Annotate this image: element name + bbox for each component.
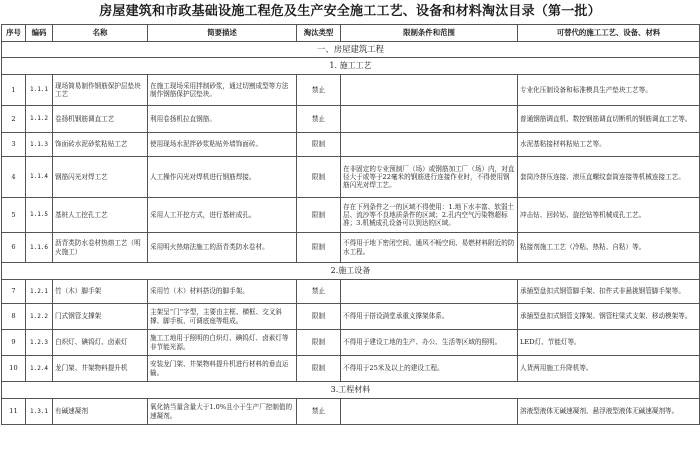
cell-alternatives: 水泥基粘接材料粘贴工艺等。: [518, 133, 700, 157]
table-row: [2, 106, 700, 133]
cell-type: 限制: [297, 133, 341, 157]
cell-name: 沥青类防水卷材热熔工艺（明火施工）: [53, 233, 148, 263]
cell-limits: 在非固定的专业预制厂（场）或钢筋加工厂（场）内，对直径大于或等于22毫米的钢筋进行连接作业时，不得使用钢筋闪光对焊工艺。: [341, 157, 518, 198]
header-type: 淘汰类型: [297, 25, 341, 42]
cell-name: 钢筋闪光对焊工艺: [53, 157, 148, 198]
cell-alternatives: 溶液型液体无碱速凝剂、悬浮液型液体无碱速凝剂等。: [518, 399, 700, 425]
cell-type: 限制: [297, 233, 341, 263]
cell-alternatives: 普通钢筋调直机、数控钢筋调直切断机的钢筋调直工艺等。: [518, 106, 700, 133]
cell-seq: 9: [2, 330, 26, 356]
cell-name: 白炽灯、碘钨灯、卤素灯: [53, 330, 148, 356]
cell-name: 现场简易制作钢筋保护层垫块工艺: [53, 75, 148, 106]
elimination-catalog-table: [1, 24, 700, 425]
cell-code: 1.2.4: [26, 356, 53, 382]
cell-code: 1.1.6: [26, 233, 53, 263]
cell-name: 卷扬机钢筋调直工艺: [53, 106, 148, 133]
subsection-title: 1. 施工工艺: [2, 58, 700, 75]
table-row: [2, 75, 700, 106]
cell-limits: 不得用于25米及以上的建设工程。: [341, 356, 518, 382]
cell-type: 限制: [297, 330, 341, 356]
cell-desc: 氧化钠当量含量大于1.0%且小于生产厂控制值的速凝剂。: [148, 399, 297, 425]
cell-alternatives: 专业化压制设备和标准模具生产垫块工艺等。: [518, 75, 700, 106]
cell-code: 1.1.4: [26, 157, 53, 198]
cell-desc: 人工操作闪光对焊机进行钢筋焊接。: [148, 157, 297, 198]
cell-limits: 不得用于建设工地的生产、办公、生活等区域的照明。: [341, 330, 518, 356]
table-row: [2, 280, 700, 304]
cell-desc: 采用竹（木）材料搭设的脚手架。: [148, 280, 297, 304]
cell-type: 禁止: [297, 280, 341, 304]
cell-seq: 10: [2, 356, 26, 382]
cell-code: 1.1.5: [26, 198, 53, 233]
cell-type: 禁止: [297, 399, 341, 425]
cell-type: 限制: [297, 304, 341, 330]
subsection-row: [2, 58, 700, 75]
header-limits: 限制条件和范围: [341, 25, 518, 42]
cell-seq: 1: [2, 75, 26, 106]
cell-limits: [341, 399, 518, 425]
header-row: [2, 25, 700, 42]
cell-name: 有碱速凝剂: [53, 399, 148, 425]
cell-desc: 在施工现场采用拌制砂浆，通过切割成型等方法制作钢筋保护层垫块。: [148, 75, 297, 106]
cell-alternatives: 人货两用施工升降机等。: [518, 356, 700, 382]
subsection-row: [2, 382, 700, 399]
table-row: [2, 399, 700, 425]
cell-name: 门式钢管支撑架: [53, 304, 148, 330]
cell-alternatives: LED灯、节能灯等。: [518, 330, 700, 356]
subsection-title: 3.工程材料: [2, 382, 700, 399]
cell-seq: 5: [2, 198, 26, 233]
header-name: 名称: [53, 25, 148, 42]
cell-type: 限制: [297, 157, 341, 198]
header-seq: 序号: [2, 25, 26, 42]
cell-code: 1.1.1: [26, 75, 53, 106]
cell-code: 1.2.2: [26, 304, 53, 330]
cell-limits: 存在下列条件之一的区域不得使用：1.地下水丰富、软弱土层、流沙等不良地质条件的区域；2.孔内空气污染物超标准；3.机械成孔设备可以到达的区域。: [341, 198, 518, 233]
cell-alternatives: 粘接剂施工工艺（冷粘、热粘、自粘）等。: [518, 233, 700, 263]
cell-limits: [341, 106, 518, 133]
section-title: 一、房屋建筑工程: [2, 42, 700, 58]
page-title: 房屋建筑和市政基础设施工程危及生产安全施工工艺、设备和材料淘汰目录（第一批）: [99, 4, 601, 19]
cell-code: 1.3.1: [26, 399, 53, 425]
cell-limits: [341, 133, 518, 157]
cell-seq: 3: [2, 133, 26, 157]
cell-desc: 利用卷扬机拉直钢筋。: [148, 106, 297, 133]
cell-alternatives: 冲击钻、回转钻、旋挖钻等机械成孔工艺。: [518, 198, 700, 233]
cell-seq: 8: [2, 304, 26, 330]
cell-seq: 2: [2, 106, 26, 133]
table-row: [2, 133, 700, 157]
cell-alternatives: 承插型盘扣式钢管脚手架、扣件式非悬挑钢管脚手架等。: [518, 280, 700, 304]
cell-limits: [341, 75, 518, 106]
table-row: [2, 330, 700, 356]
cell-limits: [341, 280, 518, 304]
cell-desc: 主架呈“门”字型，主要由主框、横框、交叉斜撑、脚手板、可调底座等组成。: [148, 304, 297, 330]
header-alternatives: 可替代的施工工艺、设备、材料: [518, 25, 700, 42]
cell-code: 1.1.3: [26, 133, 53, 157]
header-desc: 简要描述: [148, 25, 297, 42]
subsection-row: [2, 263, 700, 280]
cell-type: 禁止: [297, 106, 341, 133]
cell-code: 1.1.2: [26, 106, 53, 133]
section-row: [2, 42, 700, 58]
table-row: [2, 157, 700, 198]
cell-name: 饰面砖水泥砂浆粘贴工艺: [53, 133, 148, 157]
cell-desc: 施工工地用于照明的白炽灯、碘钨灯、卤素灯等非节能光源。: [148, 330, 297, 356]
cell-desc: 采用明火热熔法施工的沥青类防水卷材。: [148, 233, 297, 263]
cell-type: 限制: [297, 356, 341, 382]
cell-desc: 采用人工开挖方式，进行基桩成孔。: [148, 198, 297, 233]
table-row: [2, 356, 700, 382]
cell-alternatives: 承插型盘扣式钢管支撑架、钢管柱梁式支架、移动模架等。: [518, 304, 700, 330]
table-row: [2, 233, 700, 263]
cell-desc: 安装龙门架、井架物料提升机进行材料的垂直运输。: [148, 356, 297, 382]
cell-type: 限制: [297, 198, 341, 233]
cell-limits: 不得用于地下密闭空间、通风不畅空间、易燃材料附近的防水工程。: [341, 233, 518, 263]
cell-name: 基桩人工挖孔工艺: [53, 198, 148, 233]
cell-seq: 4: [2, 157, 26, 198]
cell-code: 1.2.1: [26, 280, 53, 304]
cell-code: 1.2.3: [26, 330, 53, 356]
cell-seq: 7: [2, 280, 26, 304]
cell-limits: 不得用于搭设满堂承重支撑架体系。: [341, 304, 518, 330]
subsection-title: 2.施工设备: [2, 263, 700, 280]
header-code: 编码: [26, 25, 53, 42]
table-row: [2, 304, 700, 330]
cell-name: 龙门架、井架物料提升机: [53, 356, 148, 382]
cell-desc: 使用现场水泥拌砂浆粘贴外墙饰面砖。: [148, 133, 297, 157]
cell-type: 禁止: [297, 75, 341, 106]
cell-name: 竹（木）脚手架: [53, 280, 148, 304]
cell-seq: 6: [2, 233, 26, 263]
table-row: [2, 198, 700, 233]
cell-seq: 11: [2, 399, 26, 425]
cell-alternatives: 套筒冷挤压连接、滚压直螺纹套筒连接等机械连接工艺。: [518, 157, 700, 198]
